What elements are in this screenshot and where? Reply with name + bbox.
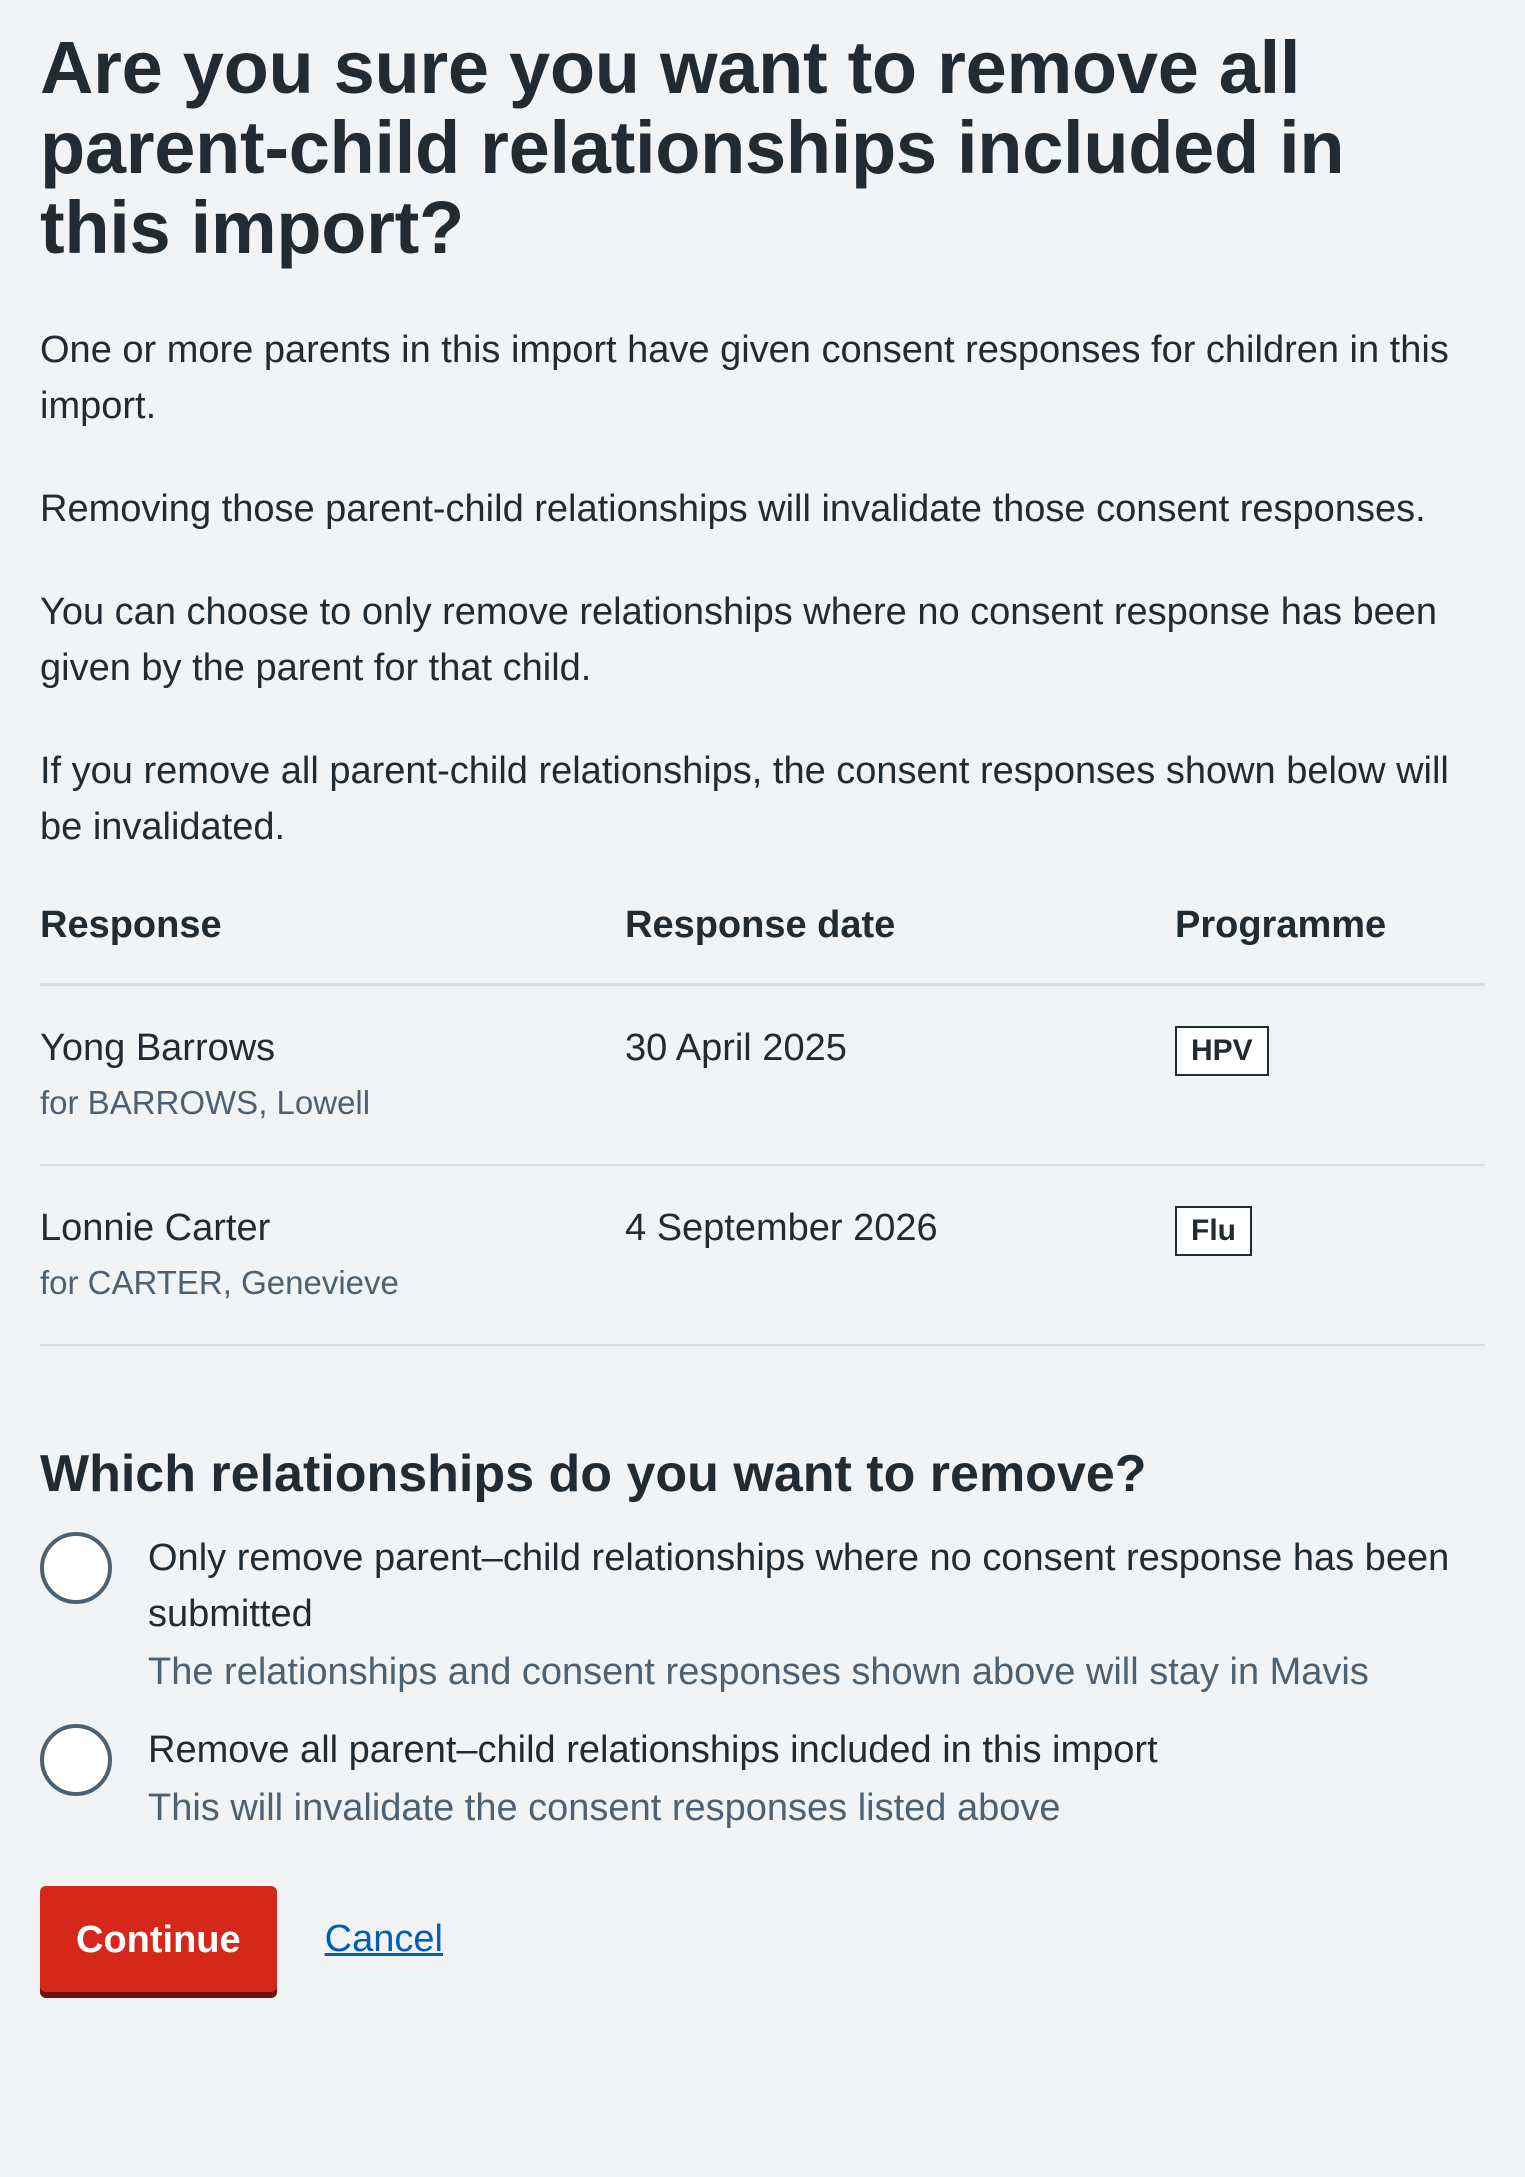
table-row <box>40 986 1485 1166</box>
radio-option-keep-consented[interactable] <box>40 1530 1485 1700</box>
radio-text <box>148 1530 1483 1700</box>
response-cell <box>40 1206 625 1303</box>
response-date: 4 September 2026 <box>625 1207 938 1249</box>
programme-tag: HPV <box>1175 1026 1269 1076</box>
programme-cell <box>1175 1206 1485 1256</box>
parent-name: Lonnie Carter <box>40 1207 271 1249</box>
child-name: for CARTER, Genevieve <box>40 1264 399 1301</box>
column-header-response-date: Response date <box>625 904 896 946</box>
column-header-response: Response <box>40 904 222 946</box>
response-date: 30 April 2025 <box>625 1027 847 1069</box>
radio-label[interactable]: Remove all parent–child relationships included in this import <box>148 1729 1158 1771</box>
radio-option-remove-all[interactable] <box>40 1722 1485 1836</box>
programme-cell <box>1175 1026 1485 1076</box>
consent-responses-table <box>40 903 1485 1346</box>
child-name: for BARROWS, Lowell <box>40 1084 371 1121</box>
table-header-row <box>40 903 1485 986</box>
continue-button[interactable]: Continue <box>40 1886 277 1992</box>
intro-paragraph-3: You can choose to only remove relationships where no consent response has been given by the parent for that child. <box>40 591 1438 689</box>
radio-hint: The relationships and consent responses shown above will stay in Mavis <box>148 1651 1369 1693</box>
column-header-programme: Programme <box>1175 904 1387 946</box>
parent-name: Yong Barrows <box>40 1027 276 1069</box>
radio-text <box>148 1722 1483 1836</box>
intro-paragraph-4: If you remove all parent-child relationships, the consent responses shown below will be invalidated. <box>40 750 1449 848</box>
table-row <box>40 1166 1485 1346</box>
form-actions <box>40 1886 1485 1992</box>
radio-label[interactable]: Only remove parent–child relationships where no consent response has been submitted <box>148 1537 1450 1635</box>
cancel-link[interactable]: Cancel <box>324 1918 443 1960</box>
radio-group-question: Which relationships do you want to remove? <box>40 1445 1147 1503</box>
response-cell <box>40 1026 625 1123</box>
radio-button-keep-consented[interactable] <box>40 1532 112 1604</box>
intro-paragraph-2: Removing those parent-child relationships will invalidate those consent responses. <box>40 488 1426 530</box>
page-title: Are you sure you want to remove all parent-child relationships included in this import? <box>40 26 1345 269</box>
intro-paragraph-1: One or more parents in this import have given consent responses for children in this import. <box>40 329 1449 427</box>
programme-tag: Flu <box>1175 1206 1252 1256</box>
radio-hint: This will invalidate the consent responses listed above <box>148 1787 1061 1829</box>
radio-button-remove-all[interactable] <box>40 1724 112 1796</box>
